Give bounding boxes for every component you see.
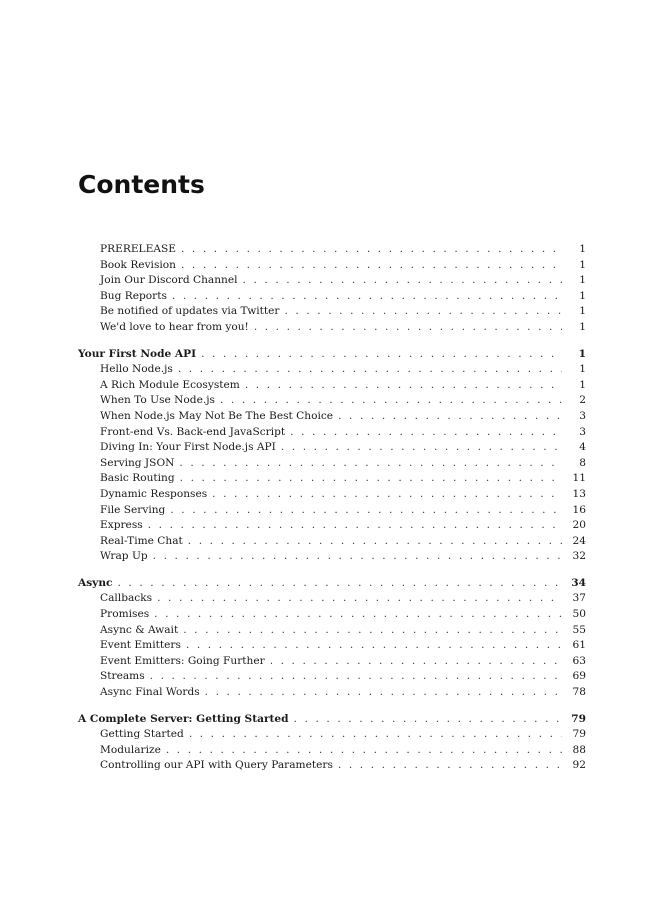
toc-entry-page-number: 1 xyxy=(579,305,586,318)
toc-entry-title: Be notified of updates via Twitter xyxy=(100,305,280,318)
toc-entry[interactable] xyxy=(78,320,586,336)
toc-entry[interactable] xyxy=(78,669,586,685)
toc-chapter[interactable] xyxy=(78,576,586,592)
toc-chapter-title: A Complete Server: Getting Started xyxy=(78,712,289,725)
dot-leader xyxy=(205,685,562,701)
toc-entry[interactable] xyxy=(78,425,586,441)
dot-leader xyxy=(157,591,562,607)
toc-entry[interactable] xyxy=(78,654,586,670)
toc-entry[interactable] xyxy=(78,258,586,274)
toc-entry-page-number: 1 xyxy=(579,258,586,271)
dot-leader xyxy=(290,425,562,441)
dot-leader xyxy=(245,378,562,394)
toc-entry-page-number: 1 xyxy=(579,243,586,255)
toc-entry-title: Hello Node.js xyxy=(100,363,173,376)
dot-leader xyxy=(166,743,562,759)
dot-leader xyxy=(186,638,562,654)
dot-leader xyxy=(118,576,563,592)
toc-section xyxy=(78,712,586,774)
toc-entry[interactable] xyxy=(78,503,586,519)
toc-entry-page-number: 69 xyxy=(572,670,586,683)
dot-leader xyxy=(180,471,562,487)
toc-entry-page-number: 78 xyxy=(572,686,586,699)
toc-entry-page-number: 24 xyxy=(572,534,586,547)
dot-leader xyxy=(170,503,562,519)
toc-entry[interactable] xyxy=(78,607,586,623)
toc-entry-title: Event Emitters xyxy=(100,639,181,652)
dot-leader xyxy=(179,456,562,472)
toc-entry[interactable] xyxy=(78,471,586,487)
toc-entry-title: When To Use Node.js xyxy=(100,394,215,407)
toc-entry[interactable] xyxy=(78,638,586,654)
toc-entry-title: Book Revision xyxy=(100,258,176,271)
toc-entry[interactable] xyxy=(78,623,586,639)
dot-leader xyxy=(243,273,562,289)
toc-entry-title: We'd love to hear from you! xyxy=(100,320,249,333)
dot-leader xyxy=(189,727,562,743)
dot-leader xyxy=(172,289,562,305)
toc-entry-title: Streams xyxy=(100,670,145,683)
toc-entry-page-number: 63 xyxy=(572,654,586,667)
toc-entry[interactable] xyxy=(78,409,586,425)
toc-section xyxy=(78,347,586,565)
toc-entry-title: Wrap Up xyxy=(100,550,148,563)
toc-chapter-title: Your First Node API xyxy=(78,347,197,360)
dot-leader xyxy=(181,258,562,274)
toc-entry-title: File Serving xyxy=(100,503,166,516)
toc-entry-page-number: 92 xyxy=(572,759,586,772)
toc-entry-title: Event Emitters: Going Further xyxy=(100,654,265,667)
dot-leader xyxy=(285,304,563,320)
toc-entry-page-number: 55 xyxy=(572,623,586,636)
toc-chapter-title: Async xyxy=(78,576,113,589)
toc-entry-page-number: 1 xyxy=(579,274,586,287)
dot-leader xyxy=(281,440,562,456)
table-of-contents xyxy=(78,242,586,774)
dot-leader xyxy=(148,518,562,534)
toc-entry-title: Basic Routing xyxy=(100,472,175,485)
toc-entry[interactable] xyxy=(78,456,586,472)
toc-entry[interactable] xyxy=(78,378,586,394)
toc-chapter-page-number: 34 xyxy=(571,576,586,589)
dot-leader xyxy=(254,320,562,336)
toc-entry-title: Modularize xyxy=(100,743,161,756)
dot-leader xyxy=(183,623,562,639)
toc-chapter-page-number: 1 xyxy=(578,347,586,360)
toc-entry[interactable] xyxy=(78,549,586,565)
toc-entry[interactable] xyxy=(78,758,586,774)
dot-leader xyxy=(294,712,562,728)
toc-entry-title: Dynamic Responses xyxy=(100,487,208,500)
toc-entry-title: PRERELEASE xyxy=(100,243,176,255)
toc-entry-title: Front-end Vs. Back-end JavaScript xyxy=(100,425,286,438)
toc-entry-page-number: 11 xyxy=(572,472,586,485)
toc-entry[interactable] xyxy=(78,304,586,320)
toc-entry-page-number: 1 xyxy=(579,363,586,376)
toc-entry-title: Async & Await xyxy=(100,623,179,636)
toc-chapter-page-number: 79 xyxy=(571,712,586,725)
toc-entry-page-number: 16 xyxy=(572,503,586,516)
toc-entry[interactable] xyxy=(78,289,586,305)
toc-entry-title: Diving In: Your First Node.js API xyxy=(100,441,276,454)
toc-entry-page-number: 88 xyxy=(572,743,586,756)
toc-entry-page-number: 79 xyxy=(572,728,586,741)
toc-entry-title: Express xyxy=(100,519,143,532)
toc-entry-page-number: 3 xyxy=(579,425,586,438)
toc-entry[interactable] xyxy=(78,440,586,456)
toc-entry-title: Getting Started xyxy=(100,728,184,741)
toc-entry[interactable] xyxy=(78,242,586,258)
toc-entry[interactable] xyxy=(78,518,586,534)
toc-entry-title: Controlling our API with Query Parameters xyxy=(100,759,333,772)
dot-leader xyxy=(201,347,562,363)
dot-leader xyxy=(150,669,562,685)
dot-leader xyxy=(338,758,562,774)
toc-entry-page-number: 37 xyxy=(572,592,586,605)
dot-leader xyxy=(178,362,562,378)
toc-entry-title: Join Our Discord Channel xyxy=(100,274,238,287)
toc-entry[interactable] xyxy=(78,743,586,759)
toc-entry-title: Bug Reports xyxy=(100,289,167,302)
page-title: Contents xyxy=(78,170,205,199)
dot-leader xyxy=(212,487,562,503)
toc-entry[interactable] xyxy=(78,685,586,701)
toc-entry[interactable] xyxy=(78,393,586,409)
toc-section xyxy=(78,576,586,701)
toc-entry-page-number: 61 xyxy=(572,639,586,652)
dot-leader xyxy=(154,607,562,623)
toc-entry-title: A Rich Module Ecosystem xyxy=(100,378,240,391)
toc-entry[interactable] xyxy=(78,534,586,550)
dot-leader xyxy=(188,534,562,550)
toc-entry-title: Callbacks xyxy=(100,592,153,605)
toc-entry-page-number: 50 xyxy=(572,608,586,621)
toc-entry-title: Serving JSON xyxy=(100,456,175,469)
toc-entry-title: When Node.js May Not Be The Best Choice xyxy=(100,409,334,422)
toc-entry-page-number: 3 xyxy=(579,409,586,422)
dot-leader xyxy=(153,549,562,565)
toc-entry-page-number: 13 xyxy=(572,487,586,500)
toc-entry[interactable] xyxy=(78,591,586,607)
toc-entry-title: Async Final Words xyxy=(100,686,200,699)
toc-entry[interactable] xyxy=(78,273,586,289)
toc-entry-page-number: 8 xyxy=(579,456,586,469)
toc-entry[interactable] xyxy=(78,727,586,743)
toc-entry-title: Promises xyxy=(100,608,150,621)
dot-leader xyxy=(181,242,562,258)
toc-entry[interactable] xyxy=(78,487,586,503)
dot-leader xyxy=(220,393,562,409)
dot-leader xyxy=(270,654,562,670)
toc-section xyxy=(78,242,586,336)
dot-leader xyxy=(338,409,562,425)
toc-entry-page-number: 2 xyxy=(579,394,586,407)
toc-entry-page-number: 1 xyxy=(579,378,586,391)
toc-chapter[interactable] xyxy=(78,347,586,363)
toc-entry-page-number: 1 xyxy=(579,289,586,302)
toc-entry-page-number: 4 xyxy=(579,441,586,454)
toc-entry-page-number: 1 xyxy=(579,320,586,333)
toc-entry-title: Real-Time Chat xyxy=(100,534,183,547)
toc-entry-page-number: 32 xyxy=(572,550,586,563)
toc-entry-page-number: 20 xyxy=(572,519,586,532)
toc-entry[interactable] xyxy=(78,362,586,378)
toc-chapter[interactable] xyxy=(78,712,586,728)
